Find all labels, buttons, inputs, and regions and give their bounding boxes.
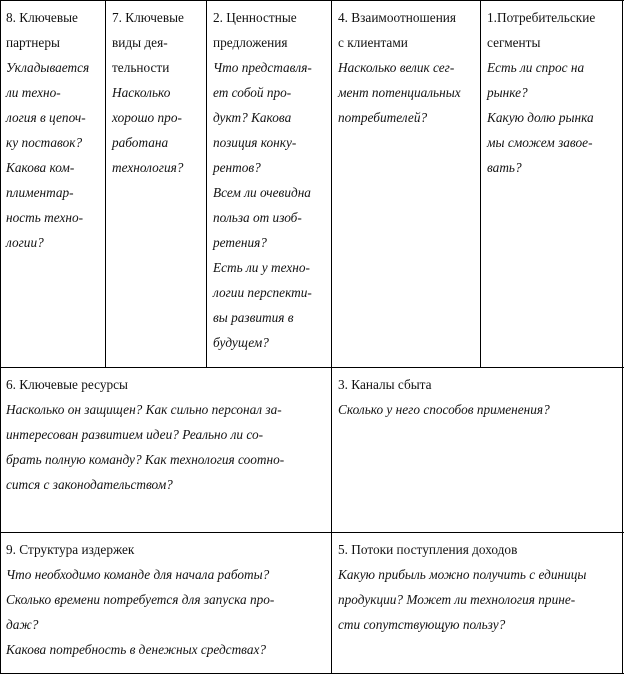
- cell-revenue-streams: [332, 532, 623, 674]
- cell-title: 5. Потоки поступления доходов: [338, 542, 518, 557]
- table-border-top: [0, 0, 624, 1]
- row-divider-2: [0, 532, 624, 533]
- cell-customer-relationships: [332, 0, 481, 367]
- cell-questions: Укладываетcя ли техно- логия в цепоч- ку поставок? Какова ком- плиментар- ность техно- логии?: [6, 60, 90, 250]
- cell-key-resources: [0, 367, 332, 532]
- cell-value-propositions: [207, 0, 332, 367]
- column-divider-4: [480, 0, 481, 367]
- cell-key-partners: [0, 0, 106, 367]
- cell-questions: Есть ли спрос на рынке? Какую долю рынка мы сможем завое- вать?: [487, 60, 594, 175]
- cell-title: 1.Потребительские сегменты: [487, 10, 596, 50]
- cell-key-activities: [106, 0, 207, 367]
- cell-questions: Что необходимо команде для начала работы? Сколько времени потребуется для запуска про- даж? Какова потребность в денежных средствах?: [6, 567, 275, 657]
- cell-questions: Насколько хорошо про- работана технология?: [112, 85, 184, 175]
- cell-questions: Сколько у него способов применения?: [338, 402, 550, 417]
- cell-channels: [332, 367, 623, 532]
- column-divider-3: [331, 0, 332, 674]
- table-border-left: [0, 0, 1, 674]
- cell-title: 8. Ключевые партнеры: [6, 10, 78, 50]
- column-divider-1: [105, 0, 106, 367]
- cell-cost-structure: [0, 532, 332, 674]
- column-divider-2: [206, 0, 207, 367]
- cell-title: 2. Ценностные предложения: [213, 10, 297, 50]
- cell-title: 3. Каналы сбыта: [338, 377, 432, 392]
- cell-title: 9. Структура издержек: [6, 542, 135, 557]
- cell-questions: Насколько велик сег- мент потенциальных потребителей?: [338, 60, 461, 125]
- cell-questions: Что представля- ет собой про- дукт? Какова позиция конку- рентов? Всем ли очевидна польза от изоб- ретения? Есть ли у техно- логии перспекти- вы развития в будущем?: [213, 60, 312, 350]
- row-divider-1: [0, 367, 624, 368]
- cell-questions: Какую прибыль можно получить с единицы продукции? Может ли технология прине- сти сопутствующую пользу?: [338, 567, 587, 632]
- cell-questions: Насколько он защищен? Как сильно персонал за- интересован развитием идеи? Реально ли со- брать полную команду? Как технология соотно- сится с законодательством?: [6, 402, 285, 492]
- cell-title: 4. Взаимоотношения с клиентами: [338, 10, 457, 50]
- cell-title: 7. Ключевые виды дея- тельности: [112, 10, 184, 75]
- table-border-right: [622, 0, 623, 674]
- cell-title: 6. Ключевые ресурсы: [6, 377, 128, 392]
- table-border-bottom: [0, 673, 624, 674]
- cell-customer-segments: [481, 0, 623, 367]
